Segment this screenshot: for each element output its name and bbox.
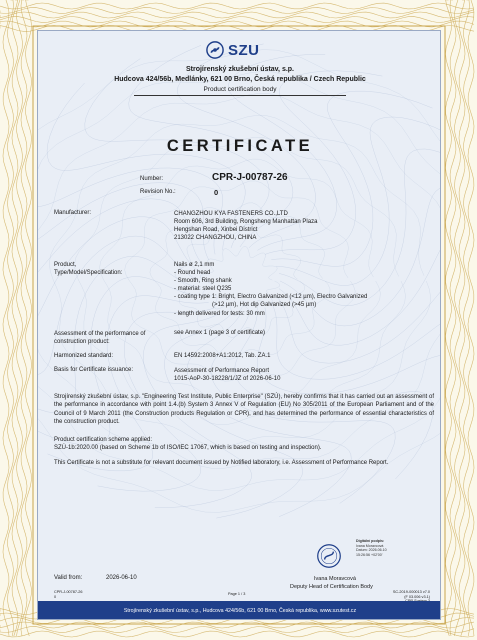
revision-label: Revision No.: [140, 189, 176, 195]
manufacturer-line: Hengshan Road, Xinbei District [174, 227, 258, 234]
number-label: Number: [140, 176, 164, 182]
product-line: - coating type 1: Bright, Electro Galvanized (<12 µm), Electro Galvanized [174, 294, 368, 301]
product-label-line: Product, [54, 262, 77, 268]
digital-signature-line: Datum: 2026.06.10 [356, 548, 387, 553]
assessment-label-line: Assessment of the performance of [54, 331, 146, 337]
signatory-title: Deputy Head of Certification Body [290, 584, 373, 590]
footer-reference [54, 590, 83, 599]
signatory-name: Ivana Moravcová [314, 576, 356, 582]
harmonized-standard-label: Harmonized standard: [54, 353, 114, 359]
product-line: - length delivered for tests: 30 mm [174, 310, 265, 317]
manufacturer-line: CHANGZHOU KYA FASTENERS CO.,LTD [174, 211, 288, 217]
digital-signature-line: 15:26:56 +02'00' [356, 552, 383, 557]
revision-value: 0 [214, 188, 219, 197]
product-line: Nails ø 2,1 mm [174, 262, 215, 268]
product-line: - Smooth, Ring shank [174, 278, 232, 285]
issuer-address: Hudcova 424/56b, Medlánky, 621 00 Brno, Česká republika / Czech Republic [114, 76, 366, 83]
manufacturer-line: Room 606, 3rd Building, Rongsheng Manhattan Plaza [174, 219, 318, 226]
header-divider [134, 95, 346, 96]
certificate-content [38, 31, 441, 620]
szu-logo [206, 39, 276, 61]
manufacturer-label: Manufacturer: [54, 210, 92, 216]
issuer-name: Strojírenský zkušební ústav, s.p. [185, 66, 295, 73]
scheme-label: Product certification scheme applied: [54, 437, 153, 443]
szu-logo-icon [206, 41, 224, 59]
digital-signature-block [356, 539, 416, 557]
footer-reference-line: CPR-J-00787-26 [54, 590, 83, 594]
valid-from-label: Valid from: [54, 575, 83, 581]
valid-from-value: 2026-06-10 [106, 575, 137, 581]
certificate-panel [37, 30, 441, 620]
product-line: - Round head [174, 270, 211, 277]
page-number: Page 1 / 3 [228, 592, 246, 596]
digital-signature-line: Ivana Moravcová [356, 543, 384, 548]
disclaimer: This Certificate is not a substitute for relevant document issued by Notified laboratory, i.e. Assessment of Performance Report. [54, 460, 389, 466]
certificate-number: CPR-J-00787-26 [212, 172, 288, 183]
basis-line: 1015-AoP-30-18228/1/JZ of 2026-06-10 [174, 376, 281, 383]
footer-bar: Strojírenský zkušební ústav, s.p., Hudcova 424/56b, 621 00 Brno, Česká republika, www.szutest.cz [38, 601, 441, 620]
certification-scheme [54, 436, 434, 453]
footer-code-line: (F 03.006 v3.1) [404, 594, 430, 599]
basis-label: Basis for Certificate issuance: [54, 367, 134, 373]
harmonized-standard-value: EN 14592:2008+A1:2012, Tab. ZA.1 [174, 353, 271, 359]
product-specification [174, 261, 367, 318]
certificate-title: CERTIFICATE [166, 137, 314, 155]
scheme-value: SZÚ-1b:2020.00 (based on Scheme 1b of ISO/IEC 17067, which is based on testing and inspection). [54, 445, 322, 452]
basis-value [174, 367, 280, 383]
product-line: (>12 µm), Hot dip Galvanized (>45 µm) [212, 302, 317, 309]
product-label [54, 261, 122, 277]
footer-reference-line: 0 [54, 594, 57, 599]
product-line: - material: steel Q235 [174, 286, 232, 293]
assessment-label [54, 330, 145, 346]
manufacturer-line: 213022 CHANGZHOU, CHINA [174, 235, 257, 242]
assessment-value: see Annex 1 (page 3 of certificate) [174, 330, 266, 336]
assessment-label-line: construction product: [54, 339, 110, 346]
product-label-line: Type/Model/Specification: [54, 270, 123, 277]
footer-code-line: SC-2019-000013 v7.0 [392, 590, 430, 594]
basis-line: Assessment of Performance Report [174, 368, 270, 374]
issuer-body: Product certification body [203, 86, 277, 93]
confirmation-statement: Strojírenský zkušební ústav, s.p. "Engineering Test Institute, Public Enterprise" (SZÚ), hereby confirms that it has carried out an assessment of the performance in accordance with point 1.4.(b) System 3 Annex V of Regulation (EU) No 305/2011 of the European Parliament and of the Council of 9 March 2011 (the Construction products Regulation or CPR), and has determined the performance of essential characteristics of the construction product. [54, 394, 434, 425]
digital-signature-line: Digitální podpis: [356, 539, 385, 543]
digital-signature-seal-icon [316, 543, 342, 569]
manufacturer-value [174, 210, 317, 242]
logo-text: SZU [228, 41, 260, 59]
